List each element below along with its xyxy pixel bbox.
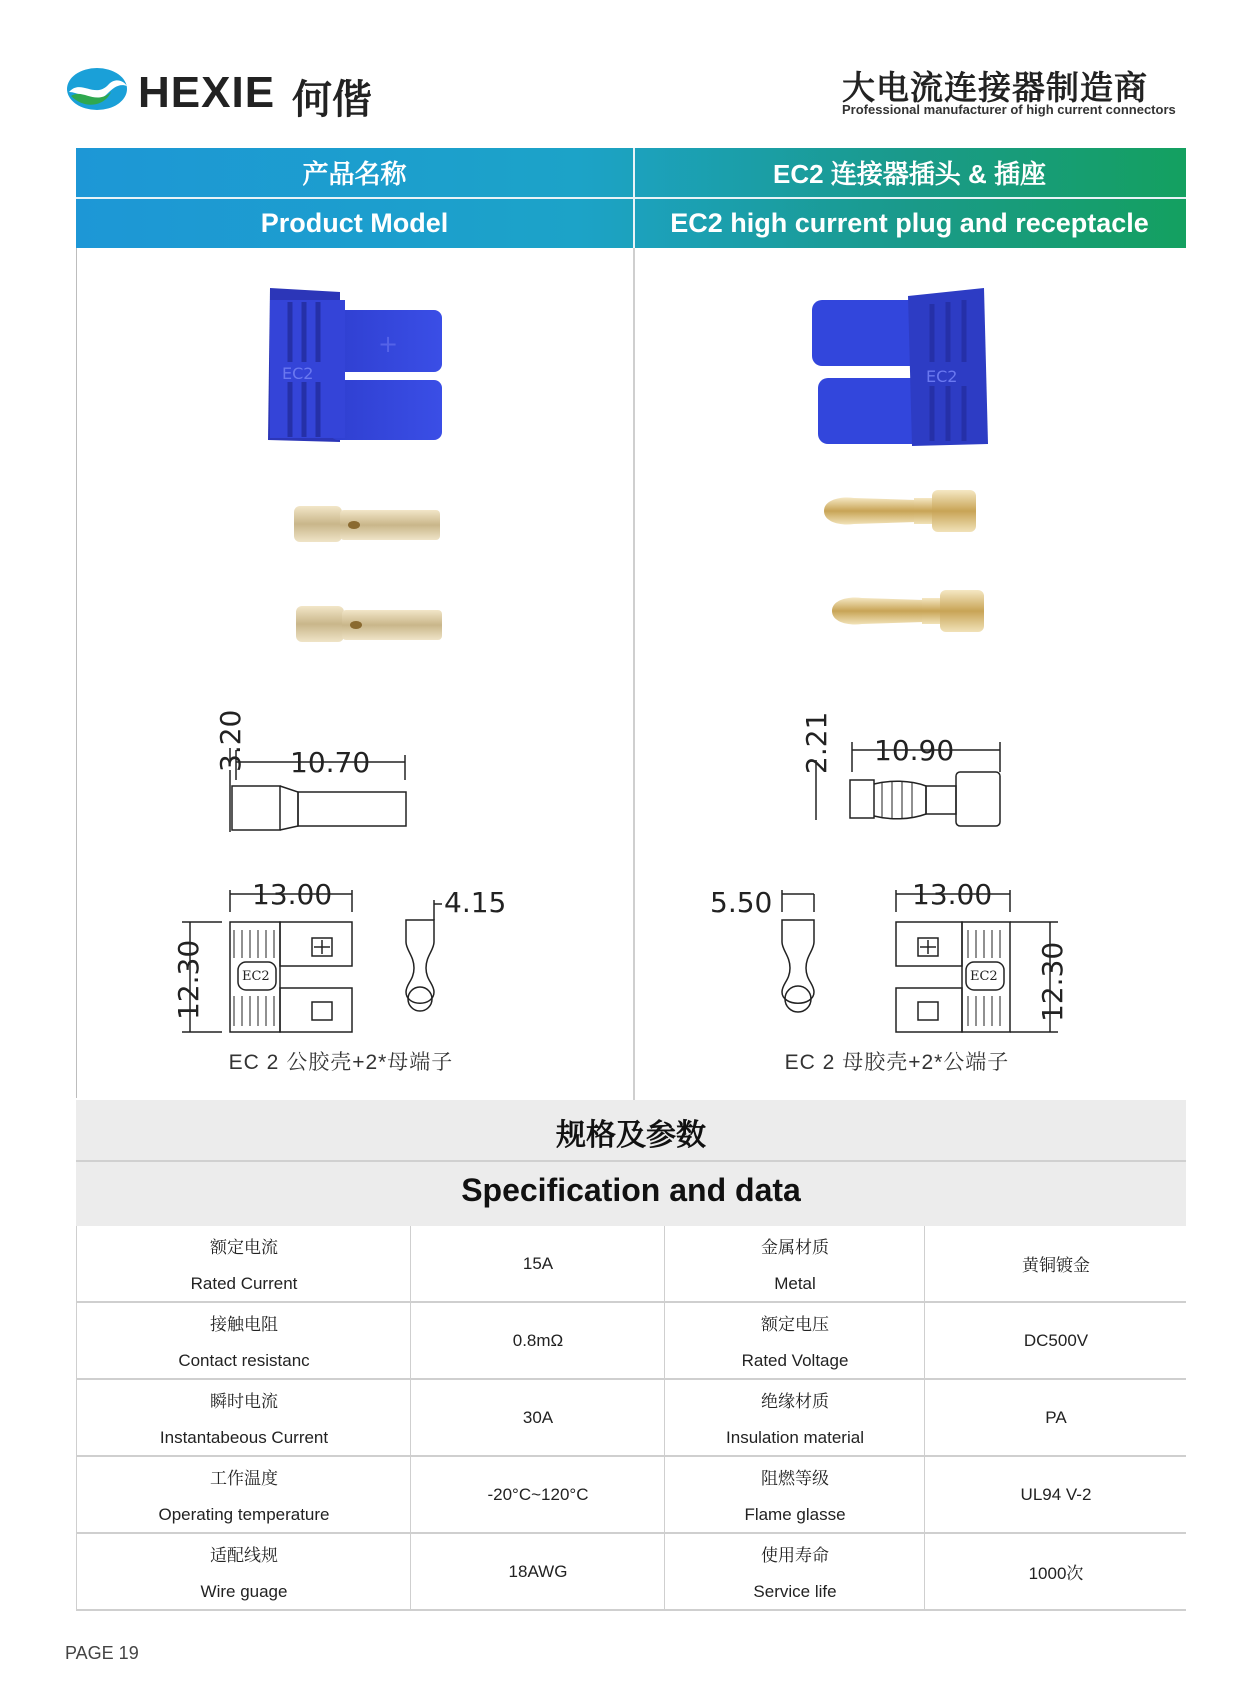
- spec-table: [76, 1226, 1186, 1611]
- dim-height-right: 12.30: [1036, 941, 1069, 1022]
- spec-key: 额定电流 Rated Current: [76, 1226, 411, 1301]
- male-terminal-image: [828, 586, 988, 636]
- dim-pin-dia-left: 3.20: [214, 709, 247, 772]
- spec-key: 使用寿命 Service life: [664, 1534, 925, 1609]
- spec-value: PA: [924, 1380, 1187, 1455]
- brand-logo-icon: [65, 66, 129, 112]
- page-number: PAGE 19: [65, 1643, 139, 1663]
- spec-value: UL94 V-2: [924, 1457, 1187, 1532]
- ec2-male-housing-image: [260, 282, 450, 452]
- product-value-cn: EC2 连接器插头 & 插座: [772, 159, 1047, 189]
- female-terminal-image: [292, 500, 447, 548]
- dim-pin-dia-right: 2.21: [800, 711, 833, 774]
- caption-right: EC 2 母胶壳+2*公端子: [784, 1051, 1010, 1074]
- tagline-cn: 大电流连接器制造商: [842, 69, 1148, 106]
- female-terminal-image: [294, 600, 449, 648]
- spec-value: 1000次: [924, 1534, 1187, 1609]
- dim-thickness-left: 4.15: [444, 886, 507, 919]
- brand-name: HEXIE: [138, 68, 276, 117]
- spec-value: 0.8mΩ: [410, 1303, 665, 1378]
- spec-value: -20°C~120°C: [410, 1457, 665, 1532]
- table-row: [76, 1457, 1186, 1534]
- spec-key: 适配线规 Wire guage: [76, 1534, 411, 1609]
- spec-value: 30A: [410, 1380, 665, 1455]
- dim-pin-length-left: 10.70: [290, 746, 371, 779]
- spec-key: 瞬时电流 Instantabeous Current: [76, 1380, 411, 1455]
- table-row: [76, 1226, 1186, 1303]
- spec-key: 工作温度 Operating temperature: [76, 1457, 411, 1532]
- tagline-en: Professional manufacturer of high current connectors: [842, 102, 1176, 117]
- spec-value: 黄铜镀金: [924, 1226, 1187, 1301]
- dim-pin-length-right: 10.90: [874, 734, 955, 767]
- table-row: [76, 1380, 1186, 1457]
- spec-title-cn: 规格及参数: [556, 1119, 706, 1152]
- housing-drawing-label-right: EC2: [970, 969, 998, 984]
- product-label-en: Product Model: [260, 207, 449, 238]
- housing-drawing-label-left: EC2: [242, 969, 270, 984]
- housing-label-left: EC2: [282, 364, 314, 383]
- spec-key: 阻燃等级 Flame glasse: [664, 1457, 925, 1532]
- svg-text:+: +: [378, 330, 399, 358]
- left-housing-drawing: [172, 872, 512, 1042]
- male-terminal-image: [820, 486, 980, 536]
- brand-name-cn: 何偕: [292, 78, 372, 122]
- right-housing-drawing: [710, 872, 1080, 1042]
- spec-value: 15A: [410, 1226, 665, 1301]
- column-divider: [633, 248, 635, 1100]
- table-row: [76, 1534, 1186, 1611]
- product-table-header: [76, 148, 1186, 248]
- housing-label-right: EC2: [926, 367, 958, 386]
- product-label-cn: 产品名称: [302, 159, 407, 189]
- spec-title-en: Specification and data: [461, 1172, 801, 1208]
- spec-key: 绝缘材质 Insulation material: [664, 1380, 925, 1455]
- spec-key: 接触电阻 Contact resistanc: [76, 1303, 411, 1378]
- spec-value: DC500V: [924, 1303, 1187, 1378]
- right-terminal-drawing: [800, 700, 1030, 830]
- dim-width-left: 13.00: [252, 878, 333, 911]
- spec-key: 额定电压 Rated Voltage: [664, 1303, 925, 1378]
- dim-thickness-right: 5.50: [710, 886, 773, 919]
- dim-height-left: 12.30: [172, 939, 205, 1020]
- dim-width-right: 13.00: [912, 878, 993, 911]
- ec2-female-housing-image: [808, 286, 998, 456]
- table-row: [76, 1303, 1186, 1380]
- left-terminal-drawing: [200, 700, 450, 840]
- spec-value: 18AWG: [410, 1534, 665, 1609]
- spec-key: 金属材质 Metal: [664, 1226, 925, 1301]
- caption-left: EC 2 公胶壳+2*母端子: [228, 1051, 454, 1074]
- product-value-en: EC2 high current plug and receptacle: [670, 207, 1149, 238]
